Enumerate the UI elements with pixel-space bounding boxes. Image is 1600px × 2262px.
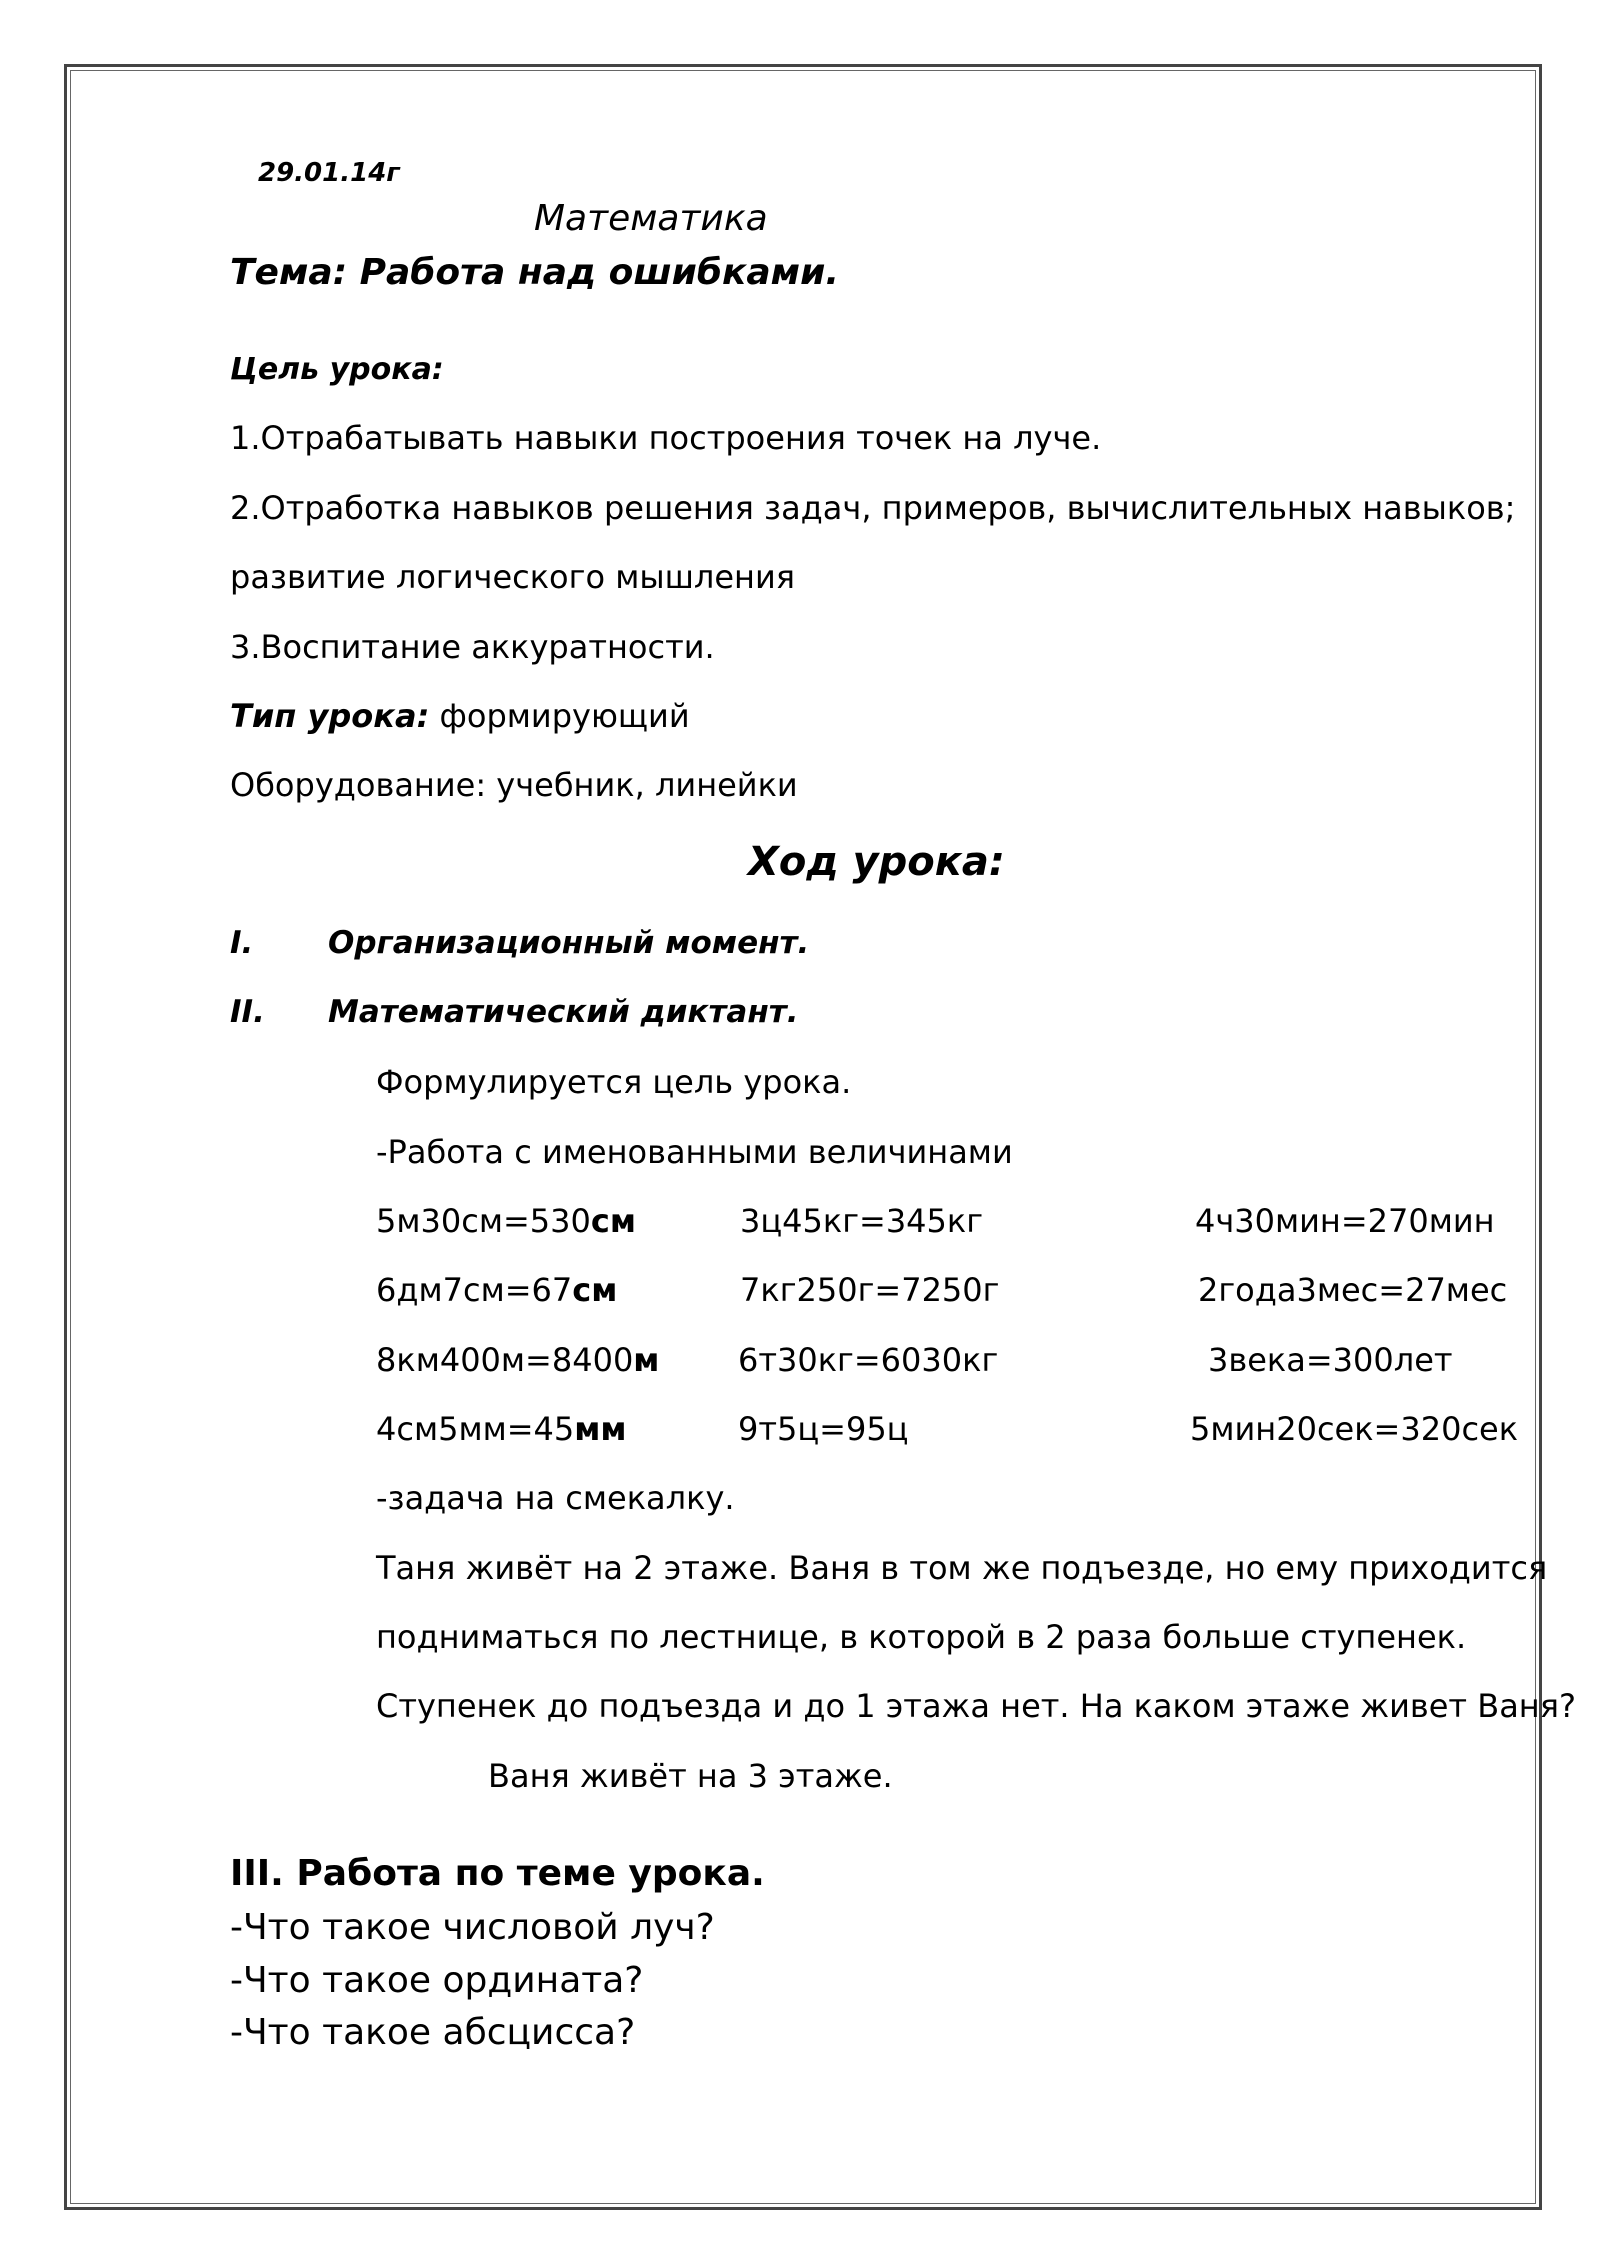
lesson-type-line [230,697,690,735]
dictation-unit: мм [574,1410,627,1448]
goal-item-2: 2.Отработка навыков решения задач, примеров, вычислительных навыков; [230,489,1516,527]
dictation-row-1-col-1 [376,1202,636,1240]
section-2-title: Математический диктант. [328,994,799,1030]
puzzle-line-2: подниматься по лестнице, в которой в 2 раза больше ступенек. [376,1618,1467,1656]
section-2-numeral: II. [230,994,265,1030]
puzzle-answer: Ваня живёт на 3 этаже. [488,1757,893,1795]
lesson-type-label: Тип урока: [230,697,430,735]
section-3-question-3: -Что такое абсцисса? [230,2012,636,2053]
section-1-title: Организационный момент. [328,925,810,961]
section-3-question-1: -Что такое числовой луч? [230,1907,715,1948]
dictation-row-2-col-2: 7кг250г=7250г [740,1271,1000,1309]
dictation-goal-line: Формулируется цель урока. [376,1063,852,1101]
puzzle-line-1: Таня живёт на 2 этаже. Ваня в том же подъезде, но ему приходится [376,1549,1548,1587]
puzzle-label: -задача на смекалку. [376,1479,735,1517]
dictation-row-1-col-3: 4ч30мин=270мин [1195,1202,1495,1240]
section-1-numeral: I. [230,925,254,961]
goals-heading: Цель урока: [230,352,444,387]
equipment-line: Оборудование: учебник, линейки [230,766,798,804]
dictation-row-3-col-3: 3века=300лет [1208,1341,1453,1379]
dictation-row-4-col-3: 5мин20сек=320сек [1190,1410,1519,1448]
dictation-row-3-col-1 [376,1341,660,1379]
named-quantities-line: -Работа с именованными величинами [376,1133,1013,1171]
goal-item-3: 3.Воспитание аккуратности. [230,628,715,666]
lesson-date: 29.01.14г [258,158,400,188]
course-heading: Ход урока: [748,839,1005,885]
dictation-unit: см [590,1202,636,1240]
lesson-type-value: формирующий [429,697,690,735]
dictation-unit: см [572,1271,618,1309]
dictation-unit: м [633,1341,660,1379]
subject-title: Математика [534,198,768,239]
lesson-topic: Тема: Работа над ошибками. [230,252,840,293]
dictation-expression: 6дм7см=67 [376,1271,573,1309]
goal-item-2-continued: развитие логического мышления [230,558,795,596]
dictation-row-4-col-1 [376,1410,627,1448]
dictation-row-1-col-2: 3ц45кг=345кг [740,1202,984,1240]
dictation-expression: 5м30см=530 [376,1202,591,1240]
dictation-row-2-col-1 [376,1271,618,1309]
dictation-row-4-col-2: 9т5ц=95ц [738,1410,909,1448]
section-3-heading: III. Работа по теме урока. [230,1853,765,1894]
dictation-row-2-col-3: 2года3мес=27мес [1198,1271,1508,1309]
goal-item-1: 1.Отрабатывать навыки построения точек на луче. [230,419,1102,457]
puzzle-line-3: Ступенек до подъезда и до 1 этажа нет. На каком этаже живет Ваня? [376,1687,1576,1725]
dictation-row-3-col-2: 6т30кг=6030кг [738,1341,999,1379]
dictation-expression: 4см5мм=45 [376,1410,575,1448]
dictation-expression: 8км400м=8400 [376,1341,634,1379]
section-3-question-2: -Что такое ордината? [230,1960,644,2001]
